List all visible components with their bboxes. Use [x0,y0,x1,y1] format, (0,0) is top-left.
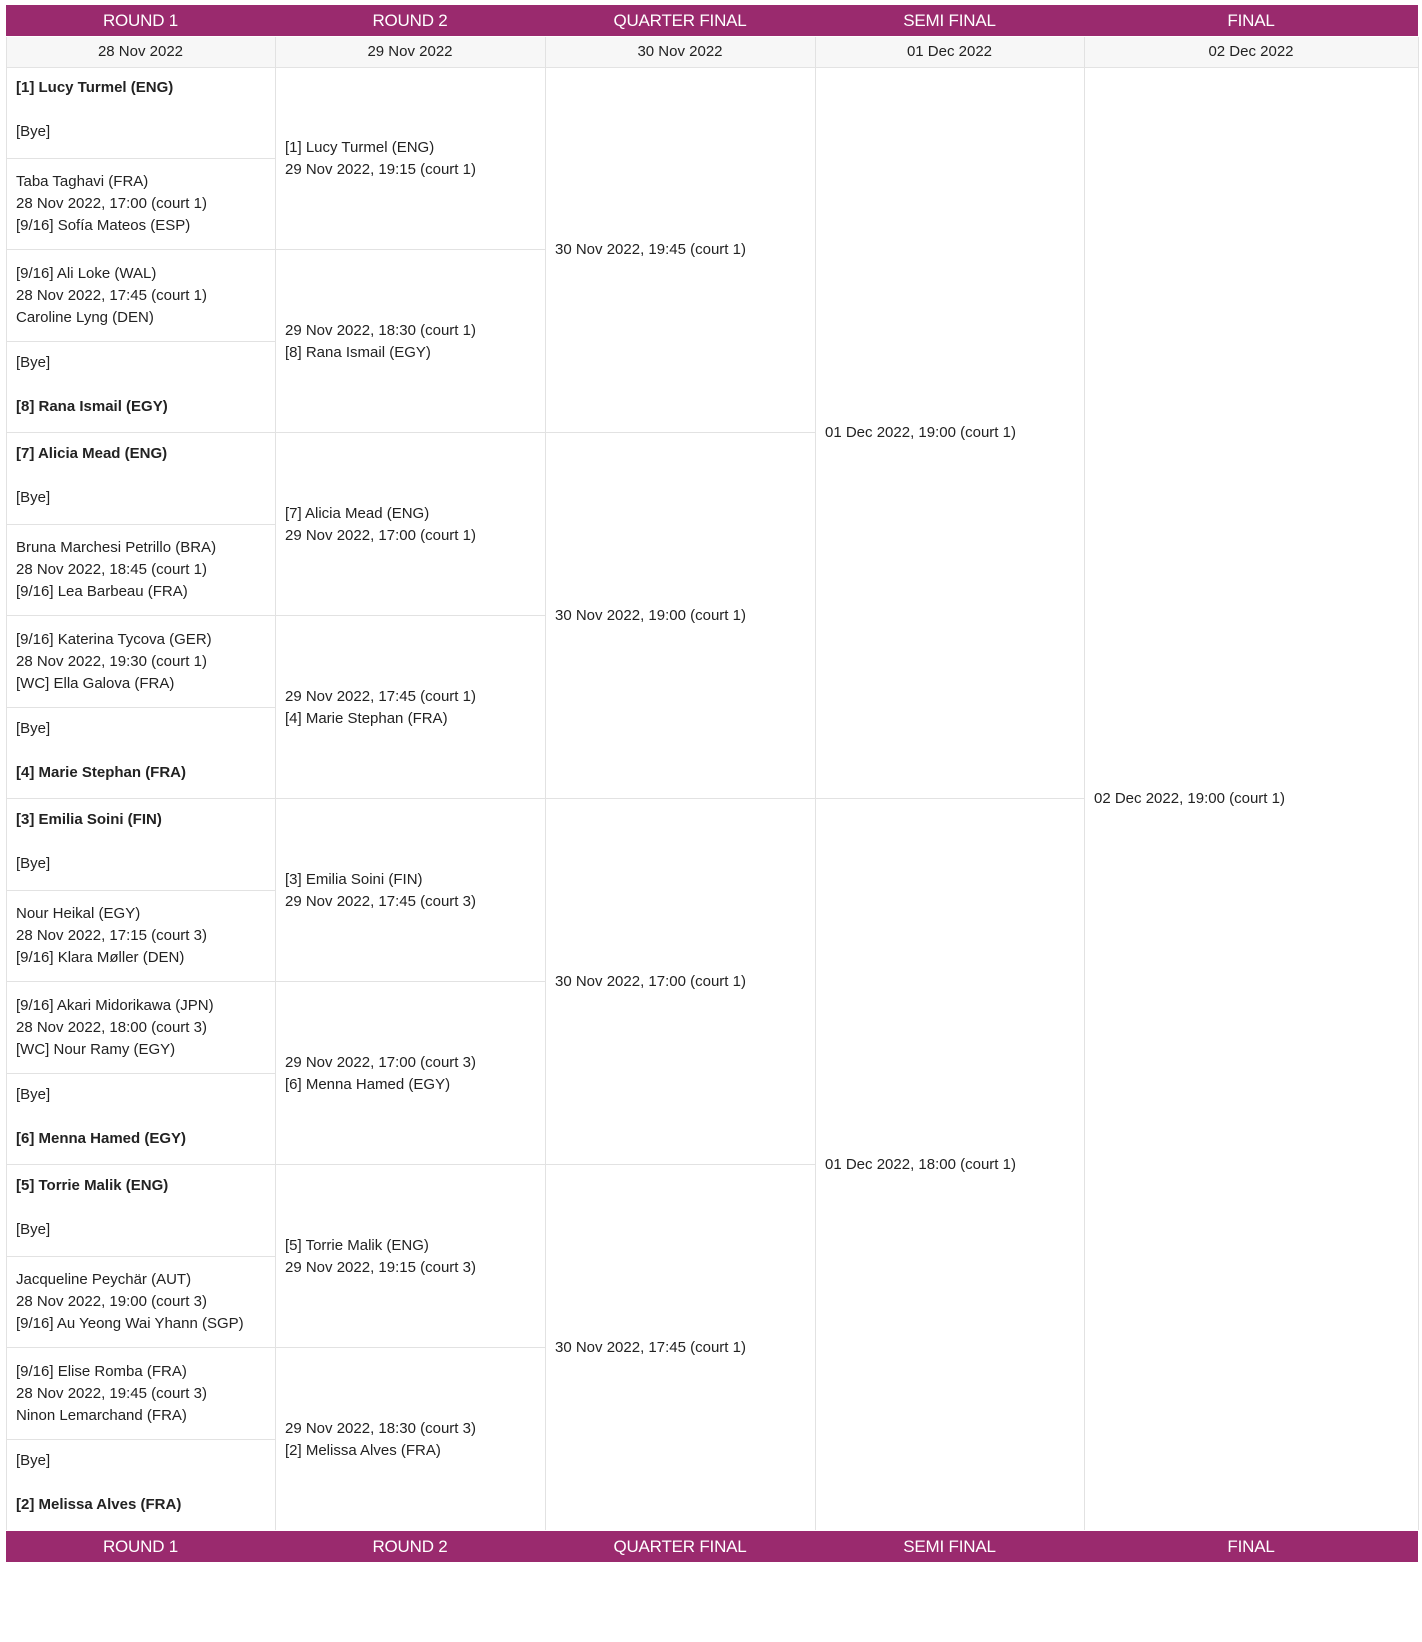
player-name[interactable]: [1] Lucy Turmel (ENG) [16,79,174,96]
match-schedule: 29 Nov 2022, 17:00 (court 3) [285,1053,476,1071]
round-title-top-3: QUARTER FINAL [613,11,747,30]
match-schedule: 02 Dec 2022, 19:00 (court 1) [1094,790,1285,807]
match-schedule: 30 Nov 2022, 17:00 (court 1) [555,973,746,990]
bye-label: [Bye] [16,123,51,140]
round-date-bar [6,37,1418,68]
match-schedule: 30 Nov 2022, 17:45 (court 1) [555,1339,746,1356]
player-name[interactable]: [5] Torrie Malik (ENG) [285,1236,429,1254]
round-title-top-1: ROUND 1 [102,11,179,30]
match-schedule: 29 Nov 2022, 17:45 (court 1) [285,687,476,705]
player-name[interactable]: Jacqueline Peychär (AUT) [16,1271,192,1289]
round-title-bottom-5: FINAL [1227,1537,1275,1556]
player-name[interactable]: [WC] Nour Ramy (EGY) [16,1040,176,1058]
player-name[interactable]: [8] Rana Ismail (EGY) [16,397,168,415]
player-name[interactable]: [3] Emilia Soini (FIN) [285,870,423,888]
round-title-top-2: ROUND 2 [372,11,448,30]
player-name[interactable]: [6] Menna Hamed (EGY) [16,1129,187,1147]
player-name[interactable]: [9/16] Klara Møller (DEN) [16,949,185,967]
player-name[interactable]: [9/16] Elise Romba (FRA) [16,1362,187,1380]
match-schedule: 28 Nov 2022, 18:45 (court 1) [16,561,207,579]
match-schedule: 01 Dec 2022, 18:00 (court 1) [825,1156,1016,1173]
player-name[interactable]: Ninon Lemarchand (FRA) [16,1406,187,1424]
player-name[interactable]: Taba Taghavi (FRA) [16,173,149,191]
player-name[interactable]: [8] Rana Ismail (EGY) [285,343,431,361]
player-name[interactable]: [4] Marie Stephan (FRA) [16,763,187,781]
player-name[interactable]: [9/16] Ali Loke (WAL) [16,264,157,282]
player-name[interactable]: [2] Melissa Alves (FRA) [285,1441,441,1459]
round-date-4: 01 Dec 2022 [906,43,993,60]
player-name[interactable]: Bruna Marchesi Petrillo (BRA) [16,539,217,557]
player-name[interactable]: [7] Alicia Mead (ENG) [285,504,430,522]
player-name[interactable]: [WC] Ella Galova (FRA) [16,674,175,692]
match-schedule: 29 Nov 2022, 19:15 (court 3) [285,1258,476,1276]
match-schedule: 29 Nov 2022, 17:45 (court 3) [285,892,476,910]
match-schedule: 01 Dec 2022, 19:00 (court 1) [825,424,1016,441]
round-header-top [6,5,1418,36]
match-schedule: 28 Nov 2022, 19:30 (court 1) [16,652,207,670]
bye-label: [Bye] [16,489,51,506]
player-name[interactable]: [1] Lucy Turmel (ENG) [285,138,435,156]
match-schedule: 29 Nov 2022, 18:30 (court 3) [285,1419,476,1437]
round-date-2: 29 Nov 2022 [367,43,453,60]
player-name[interactable]: [9/16] Au Yeong Wai Yhann (SGP) [16,1315,244,1333]
round-title-bottom-3: QUARTER FINAL [613,1537,747,1556]
player-name[interactable]: [5] Torrie Malik (ENG) [16,1177,169,1194]
player-name[interactable]: [6] Menna Hamed (EGY) [285,1075,451,1093]
match-schedule: 28 Nov 2022, 19:00 (court 3) [16,1293,207,1311]
match-schedule: 30 Nov 2022, 19:45 (court 1) [555,241,746,258]
bye-label: [Bye] [16,1221,51,1238]
bye-label: [Bye] [16,855,51,872]
match-schedule: 29 Nov 2022, 19:15 (court 1) [285,160,476,178]
round-header-bottom [6,1531,1418,1562]
player-name[interactable]: Caroline Lyng (DEN) [16,308,154,326]
round-title-top-5: FINAL [1227,11,1275,30]
match-schedule: 28 Nov 2022, 19:45 (court 3) [16,1384,207,1402]
match-schedule: 30 Nov 2022, 19:00 (court 1) [555,607,746,624]
bye-label: [Bye] [16,1451,51,1469]
match-schedule: 28 Nov 2022, 17:45 (court 1) [16,286,207,304]
match-schedule: 28 Nov 2022, 17:00 (court 1) [16,195,207,213]
player-name[interactable]: [9/16] Katerina Tycova (GER) [16,630,212,648]
column-divider [1418,37,1419,1530]
player-name[interactable]: [9/16] Lea Barbeau (FRA) [16,583,188,601]
player-name[interactable]: [9/16] Akari Midorikawa (JPN) [16,996,214,1014]
player-name[interactable]: [2] Melissa Alves (FRA) [16,1495,182,1513]
bye-label: [Bye] [16,719,51,737]
player-name[interactable]: Nour Heikal (EGY) [16,905,141,923]
bye-label: [Bye] [16,353,51,371]
match-schedule: 29 Nov 2022, 18:30 (court 1) [285,321,476,339]
round-date-1: 28 Nov 2022 [97,43,184,60]
round-title-bottom-1: ROUND 1 [102,1537,179,1556]
match-schedule: 28 Nov 2022, 17:15 (court 3) [16,927,207,945]
player-name[interactable]: [4] Marie Stephan (FRA) [285,709,448,727]
player-name[interactable]: [3] Emilia Soini (FIN) [16,811,162,828]
match-schedule: 28 Nov 2022, 18:00 (court 3) [16,1018,207,1036]
player-name[interactable]: [7] Alicia Mead (ENG) [16,445,168,462]
round-date-5: 02 Dec 2022 [1208,43,1294,60]
player-name[interactable]: [9/16] Sofía Mateos (ESP) [16,217,191,235]
match-schedule: 29 Nov 2022, 17:00 (court 1) [285,526,476,544]
round-title-bottom-4: SEMI FINAL [903,1537,996,1556]
round-title-top-4: SEMI FINAL [903,11,996,30]
round-title-bottom-2: ROUND 2 [372,1537,448,1556]
round-date-3: 30 Nov 2022 [637,43,723,60]
bye-label: [Bye] [16,1085,51,1103]
